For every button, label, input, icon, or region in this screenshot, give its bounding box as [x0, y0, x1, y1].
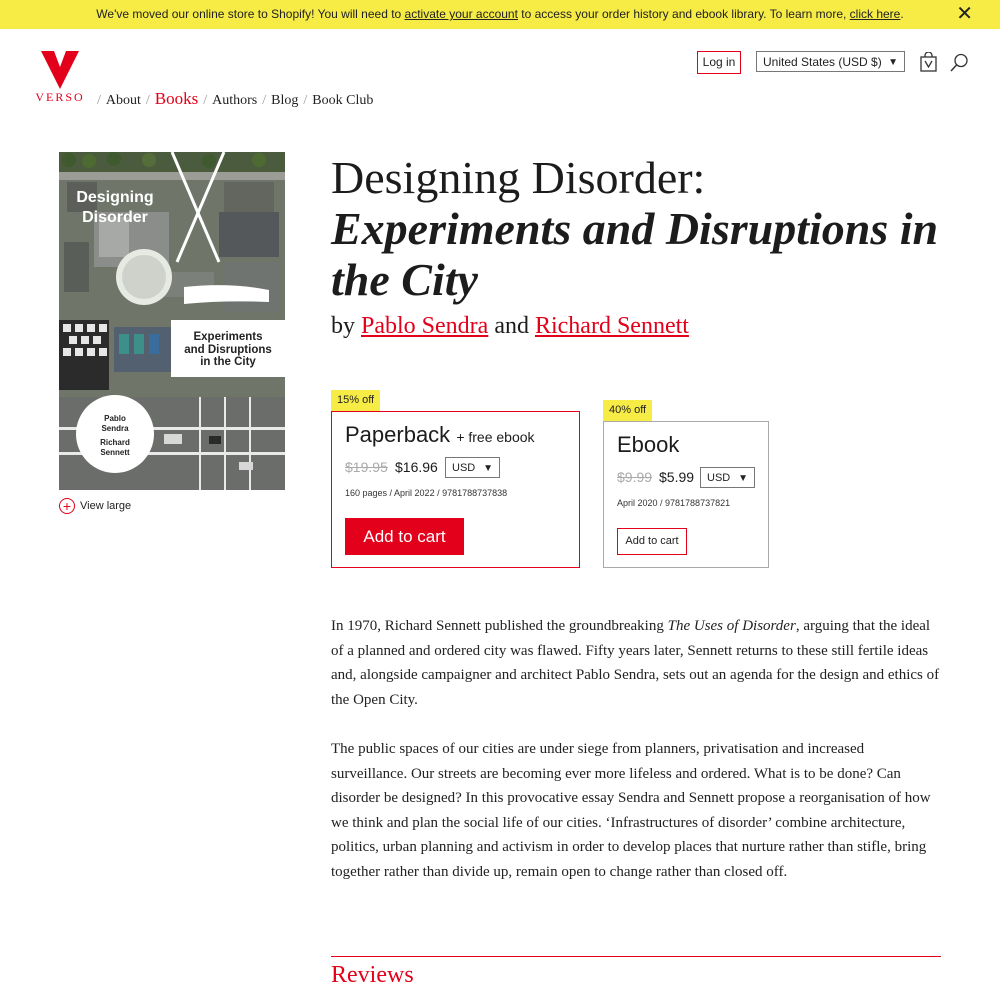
paperback-format — [345, 422, 535, 448]
cover-authors — [76, 414, 154, 458]
book-subtitle: Experiments and Disruptions in the City — [331, 203, 939, 305]
login-button[interactable]: Log in — [697, 51, 741, 74]
banner-text-part: . — [900, 7, 904, 21]
ebook-old-price: $9.99 — [617, 469, 653, 485]
paperback-format-name: Paperback — [345, 422, 451, 447]
verso-logo[interactable] — [32, 51, 88, 105]
and-label: and — [494, 313, 529, 339]
paperback-add-to-cart-button[interactable]: Add to cart — [345, 518, 464, 555]
cart-icon[interactable] — [920, 52, 937, 77]
currency-select-value: United States (USD $) — [763, 55, 882, 69]
paperback-meta: 160 pages / April 2022 / 9781788737838 — [345, 488, 508, 498]
nav-blog[interactable]: Blog — [271, 93, 299, 108]
cover-author-line: Sendra — [101, 424, 129, 433]
paperback-price: $16.96 — [395, 459, 438, 475]
cover-title-line: Designing — [76, 189, 154, 206]
book-cover-image[interactable] — [59, 152, 285, 490]
cover-title-line: Disorder — [82, 209, 148, 226]
ebook-meta: April 2020 / 9781788737821 — [617, 498, 731, 508]
announcement-banner — [0, 0, 1000, 29]
description-paragraph-1 — [331, 614, 941, 712]
banner-text-part: to access your order history and ebook library. To learn more, — [517, 7, 850, 21]
description-text: , arguing that the ideal of a planned and ordered city was flawed. Fifty years later, Sennett returns to these still fertile ideas and, alongside campaigner and architect Pablo Sendra, sets out an agenda for the design and ethics of the Open City. — [331, 618, 940, 708]
cover-subtitle-line: in the City — [200, 356, 256, 368]
description-text: In 1970, Richard Sennett published the groundbreaking — [331, 618, 668, 634]
click-here-link[interactable]: click here — [849, 7, 901, 21]
logo-wordmark: VERSO — [35, 90, 85, 104]
chevron-down-icon: ▼ — [483, 463, 493, 474]
nav-book-club[interactable]: Book Club — [312, 93, 374, 108]
description-book-title: The Uses of Disorder — [667, 618, 796, 634]
verso-v-icon — [41, 51, 79, 89]
reviews-heading: Reviews — [331, 962, 414, 988]
view-large-button[interactable] — [59, 498, 131, 514]
view-large-label: View large — [80, 500, 132, 512]
nav-separator: / — [262, 93, 267, 108]
ebook-card[interactable] — [603, 421, 769, 568]
plus-icon: + — [59, 498, 75, 514]
author-link-richard-sennett[interactable]: Richard Sennett — [534, 313, 689, 339]
cover-subtitle-line: and Disruptions — [184, 343, 272, 356]
paperback-currency-select[interactable] — [445, 457, 500, 478]
banner-text — [0, 7, 1000, 21]
free-ebook-label: + free ebook — [456, 429, 535, 445]
nav-about[interactable]: About — [105, 93, 141, 108]
ebook-currency-value: USD — [707, 472, 731, 484]
nav-separator: / — [303, 93, 308, 108]
section-divider — [331, 956, 941, 957]
cover-subtitle — [171, 331, 285, 369]
banner-text-part: We've moved our online store to Shopify! You will need to — [96, 7, 405, 21]
ebook-discount-badge: 40% off — [603, 400, 652, 421]
nav-separator: / — [145, 93, 150, 108]
cover-author-line: Richard — [100, 438, 130, 447]
cover-title — [69, 188, 161, 228]
nav-authors[interactable]: Authors — [212, 93, 258, 108]
byline — [331, 313, 689, 340]
ebook-format-name: Ebook — [617, 432, 680, 457]
author-link-pablo-sendra[interactable]: Pablo Sendra — [361, 313, 489, 339]
currency-select[interactable] — [756, 51, 905, 72]
nav-separator: / — [97, 93, 101, 108]
description-paragraph-2: The public spaces of our cities are under siege from planners, privatisation and increased surveillance. Our streets are becoming ever more lifeless and ordered. What is to be done? Can disorder be designed? In this provocative essay Sendra and Sennett propose a reorganisation of how we think and plan the social life of our cities. ‘Infrastructures of disorder’ combine architecture, politics, urban planning and activism in order to develop places that nurture rather than stifle, bring together rather than divide up, remain open to change rather than closed off. — [331, 741, 931, 880]
chevron-down-icon: ▼ — [888, 57, 898, 68]
ebook-currency-select[interactable] — [700, 467, 755, 488]
nav-books[interactable]: Books — [154, 89, 199, 108]
book-title-main: Designing Disorder: — [331, 152, 706, 203]
ebook-price: $5.99 — [659, 469, 695, 485]
nav-separator: / — [203, 93, 208, 108]
cover-author-line: Sennett — [100, 448, 130, 457]
ebook-add-to-cart-button[interactable]: Add to cart — [617, 528, 687, 555]
breadcrumb-nav — [92, 89, 373, 109]
paperback-old-price: $19.95 — [345, 459, 388, 475]
activate-account-link[interactable]: activate your account — [404, 7, 518, 21]
search-icon[interactable] — [950, 53, 969, 77]
close-icon[interactable]: ✕ — [956, 3, 973, 25]
cover-subtitle-line: Experiments — [193, 331, 263, 343]
book-title — [331, 152, 951, 305]
paperback-currency-value: USD — [452, 462, 476, 474]
paperback-discount-badge: 15% off — [331, 390, 380, 411]
paperback-card[interactable] — [331, 411, 580, 568]
cover-author-line: Pablo — [104, 414, 126, 423]
by-label: by — [331, 313, 355, 339]
chevron-down-icon: ▼ — [738, 473, 748, 484]
